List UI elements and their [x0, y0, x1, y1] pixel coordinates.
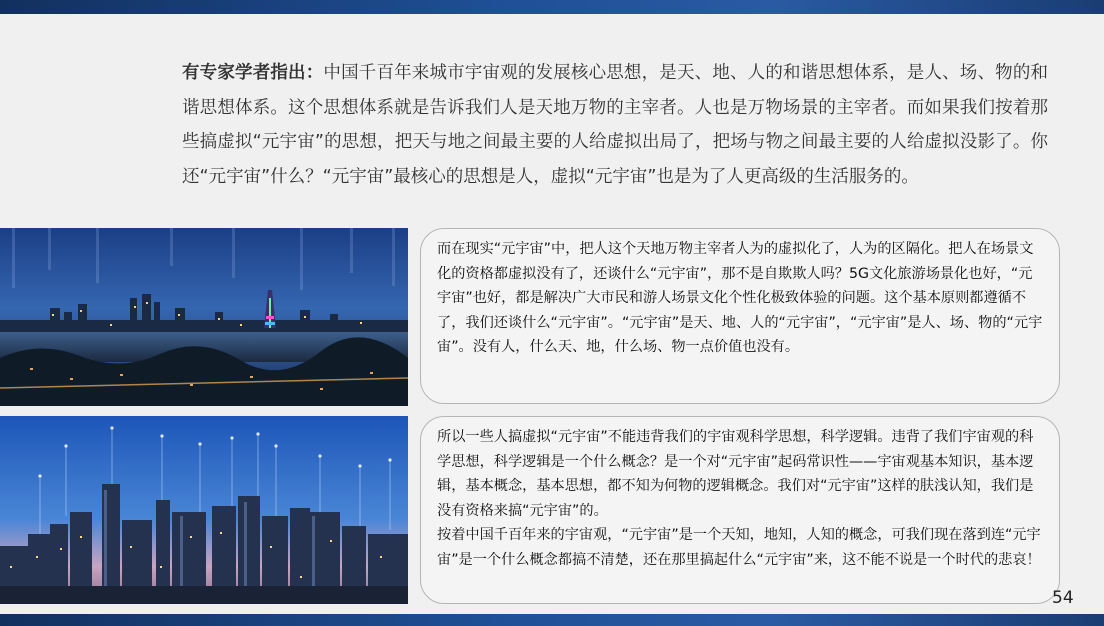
top-accent-bar: [0, 0, 1104, 14]
box2-para1: 所以一些人搞虚拟“元宇宙”不能违背我们的宇宙观科学思想，科学逻辑。违背了我们宇宙观的科学思想，科学逻辑是一个什么概念？是一个对“元宇宙”起码常识性——宇宙观基本知识，基本逻辑，基本概念，基本思想，都不知为何物的逻辑概念。我们对“元宇宙”这样的肤浅认知，我们是没有资格来搞“元宇宙”的。: [437, 429, 1034, 519]
intro-paragraph: [182, 56, 1048, 194]
intro-text: 中国千百年来城市宇宙观的发展核心思想，是天、地、人的和谐思想体系，是人、场、物的和谐思想体系。这个思想体系就是告诉我们人是天地万物的主宰者。人也是万物场景的主宰者。而如果我们按着那些搞虚拟“元宇宙”的思想，把天与地之间最主要的人给虚拟出局了，把场与物之间最主要的人给虚拟没影了。你还“元宇宙”什么？“元宇宙”最核心的思想是人，虚拟“元宇宙”也是为了人更高级的生活服务的。: [182, 63, 1049, 187]
text-box-conclusion: [420, 416, 1060, 604]
text-box-reality: [420, 228, 1060, 404]
bottom-accent-bar: [0, 614, 1104, 626]
page-number: 54: [1052, 588, 1074, 608]
box2-para2: 按着中国千百年来的宇宙观，“元宇宙”是一个天知，地知，人知的概念，可我们现在落到连“元宇宙”是一个什么概念都搞不清楚，还在那里搞起什么“元宇宙”来，这不能不说是一个时代的悲哀！: [437, 527, 1041, 568]
city-skyline-dusk-image: [0, 416, 408, 604]
night-city-skyline-image: [0, 228, 408, 406]
intro-lead: 有专家学者指出：: [182, 63, 324, 83]
box1-text: 而在现实“元宇宙”中，把人这个天地万物主宰者人为的虚拟化了，人为的区隔化。把人在场景文化的资格都虚拟没有了，还谈什么“元宇宙”，那不是自欺欺人吗？5G文化旅游场景化也好，“元宇宙”也好，都是解决广大市民和游人场景文化个性化极致体验的问题。这个基本原则都遵循不了，我们还谈什么“元宇宙”。“元宇宙”是天、地、人的“元宇宙”，“元宇宙”是人、场、物的“元宇宙”。没有人，什么天、地，什么场、物一点价值也没有。: [437, 241, 1043, 355]
